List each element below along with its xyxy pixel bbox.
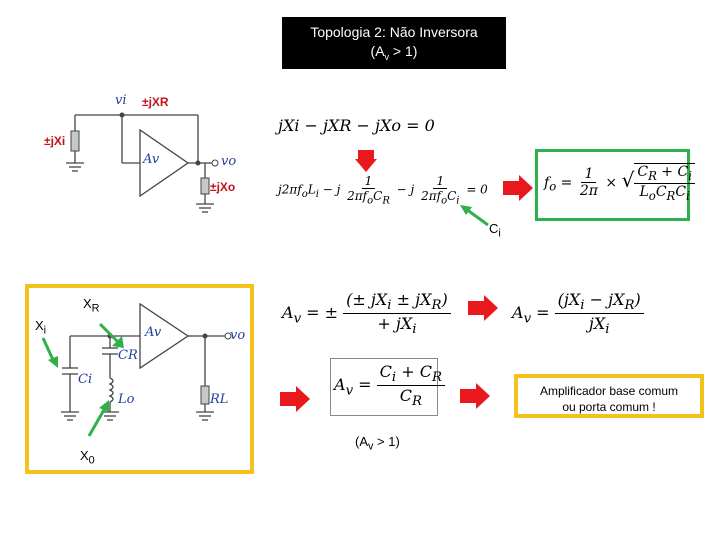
- bottom-rl-label: RL: [210, 392, 229, 407]
- resonance-frequency-formula: $f_o$ = $\frac{1}{2\pi}$ × √ $\frac{C_R + C_i}{L_oC_RC_i}$: [544, 163, 695, 203]
- title-line2: $(A_v > 1)$: [370, 43, 418, 62]
- gain-condition-label: $(A_v > 1)$: [355, 434, 400, 453]
- top-xr-label: ±jXR: [142, 95, 169, 109]
- top-xi-label: ±jXi: [44, 134, 66, 148]
- bottom-av-label: Av: [145, 325, 162, 340]
- green-arrow-icon: [96, 320, 126, 350]
- green-arrow-icon: [40, 336, 60, 368]
- bottom-vo-label: vo: [230, 328, 246, 343]
- top-av-label: Av: [143, 152, 160, 167]
- top-vi-label: vi: [115, 93, 127, 108]
- arrow-right-icon: [460, 383, 490, 409]
- green-arrow-icon: [460, 205, 490, 227]
- common-base-note: [514, 374, 704, 418]
- note-line1: Amplificador base comum: [539, 384, 679, 398]
- bottom-lo-label: Lo: [118, 392, 135, 407]
- xi-resistor: [71, 131, 79, 151]
- bottom-xr-label: $X_R$: [83, 296, 100, 315]
- ci-label: $C_i$: [489, 221, 501, 240]
- xo-resistor: [201, 178, 209, 194]
- bottom-cr-label: CR: [118, 348, 138, 363]
- arrow-right-icon: [503, 175, 533, 201]
- title-box: [282, 17, 506, 69]
- equation-frequency-form: $j2\pi f_oL_i - j$ $\frac{1}{2\pi f_oC_R}$ − j $\frac{1}{2\pi f_oC_i}$ = 0: [278, 174, 488, 207]
- arrow-right-icon: [280, 386, 310, 412]
- note-line2: ou porta comum !: [562, 400, 656, 414]
- title-line1: Topologia 2: Não Inversora: [310, 24, 478, 40]
- bottom-x0-label: $X_0$: [80, 448, 95, 467]
- arrow-right-icon: [468, 295, 498, 321]
- arrow-down-icon: [355, 150, 377, 172]
- gain-equation-capacitors: $A_v$ = $\frac{C_i + C_R}{C_R}$: [334, 362, 445, 409]
- top-xo-label: ±jXo: [210, 180, 236, 194]
- top-vo-label: vo: [221, 154, 237, 169]
- bottom-xi-label: $X_i$: [35, 318, 47, 337]
- gain-equation-general: $A_v$ = ± $\frac{(\pm jX_i \pm jX_R)}{+ jX_i}$: [282, 290, 451, 337]
- bottom-ci-label: Ci: [78, 372, 93, 387]
- equation-reactance-sum: jXi − jXR − jXo = 0: [278, 116, 435, 135]
- rl-resistor: [201, 386, 209, 404]
- gain-equation-noninverting: $A_v$ = $\frac{(jX_i - jX_R)}{jX_i}$: [512, 290, 644, 337]
- green-arrow-icon: [83, 400, 113, 440]
